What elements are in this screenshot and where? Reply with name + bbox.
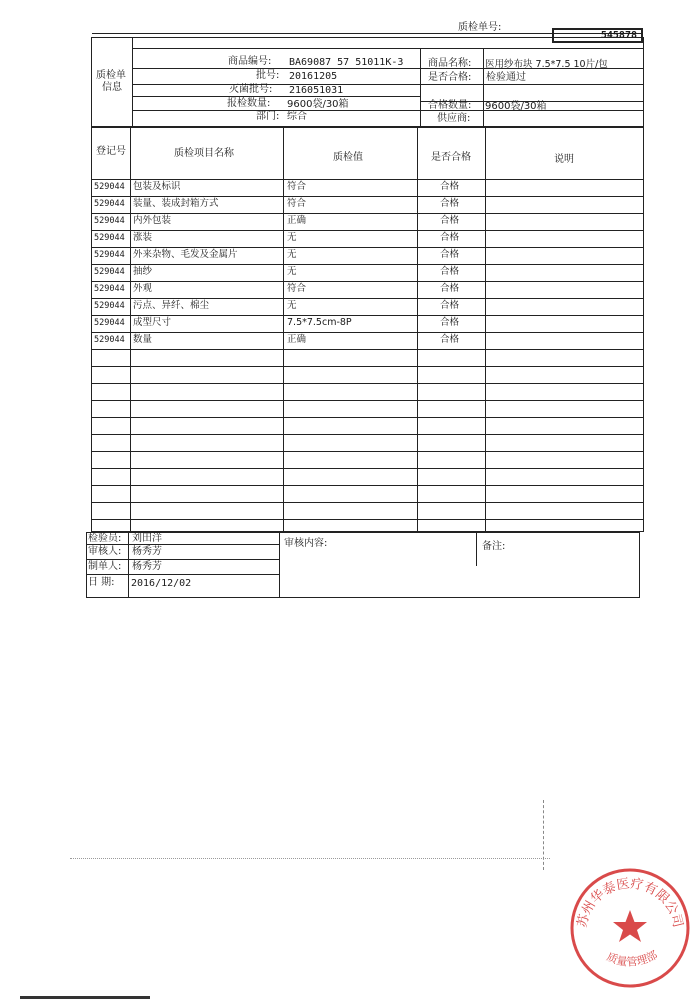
row-item-name: 污点、异纤、棉尘 [133,300,210,311]
table-row [0,179,700,196]
reviewer-label: 审核人: [88,546,122,557]
sterile-batch-value: 216051031 [289,85,344,96]
table-row [0,264,700,281]
row-item-name: 外来杂物、毛发及金属片 [133,249,238,260]
date-label: 日 期: [88,577,115,588]
header-pass: 是否合格 [431,152,471,163]
supplier-label: 供应商: [437,113,471,124]
row-reg-no: 529044 [94,318,125,328]
row-item-name: 成型尺寸 [133,317,172,328]
table-row [0,315,700,332]
header-item-name: 质检项目名称 [174,148,234,159]
maker-label: 制单人: [88,561,122,572]
remark-label: 备注: [482,541,506,552]
inspector-value: 刘田洋 [132,533,162,544]
row-pass: 合格 [440,215,460,226]
qualified-qty-label: 合格数量: [428,100,472,111]
reviewer-value: 杨秀芳 [132,546,162,557]
table-row [0,196,700,213]
seal-text-top: 苏州华泰医疗有限公司 [575,876,685,929]
batch-no-value: 20161205 [289,71,338,82]
row-item-name: 装量、装成封箱方式 [133,198,219,209]
row-item-name: 抽纱 [133,266,153,277]
scan-artifact-vline [543,800,544,870]
table-row [0,298,700,315]
table-row [0,230,700,247]
qualified-value: 检验通过 [486,72,526,83]
footer-col-1 [128,532,129,598]
scan-artifact-line [70,858,550,859]
row-pass: 合格 [440,266,460,277]
row-value: 符合 [287,181,307,192]
header-reg-no: 登记号 [96,146,126,157]
header-note: 说明 [554,154,574,165]
row-pass: 合格 [440,232,460,243]
inspector-label: 检验员: [88,533,122,544]
row-reg-no: 529044 [94,301,125,311]
form-no-label: 质检单号: [458,22,502,33]
seal-text-bottom: 质量管理部 [604,948,660,969]
batch-no-label: 批号: [256,70,280,81]
row-item-name: 数量 [133,334,153,345]
row-value: 无 [287,300,297,311]
row-reg-no: 529044 [94,335,125,345]
row-value: 符合 [287,283,307,294]
row-value: 无 [287,232,297,243]
footer-hline-3 [86,574,279,575]
row-pass: 合格 [440,181,460,192]
row-pass: 合格 [440,283,460,294]
department-value: 综合 [287,111,307,122]
table-row [0,213,700,230]
form-no-value: 545878 [600,30,637,41]
qualified-qty-value: 9600袋/30箱 [485,101,547,112]
row-item-name: 外观 [133,283,153,294]
table-row [0,332,700,349]
product-name-label: 商品名称: [428,58,472,69]
row-reg-no: 529044 [94,267,125,277]
qualified-label: 是否合格: [428,72,472,83]
row-item-name: 涨装 [133,232,153,243]
row-pass: 合格 [440,300,460,311]
row-reg-no: 529044 [94,182,125,192]
inspect-qty-value: 9600袋/30箱 [287,99,349,110]
info-label-2: 信息 [102,82,122,93]
footer-col-2 [279,532,280,598]
product-name-value: 医用纱布块 7.5*7.5 10片/包 [485,59,608,70]
row-value: 无 [287,266,297,277]
row-item-name: 包装及标识 [133,181,181,192]
inspect-qty-label: 报检数量: [227,98,271,109]
row-pass: 合格 [440,334,460,345]
row-reg-no: 529044 [94,216,125,226]
row-reg-no: 529044 [94,250,125,260]
sterile-batch-label: 灭菌批号: [229,84,273,95]
row-value: 7.5*7.5cm-8P [287,317,352,328]
row-pass: 合格 [440,317,460,328]
row-value: 正确 [287,334,307,345]
review-content-label: 审核内容: [284,538,328,549]
company-seal-icon [568,866,692,990]
product-code-label: 商品编号: [228,56,272,67]
product-code-value: BA69087 57 51011K-3 [289,57,404,68]
row-value: 符合 [287,198,307,209]
scan-edge-mark [20,996,150,999]
info-label-1: 质检单 [96,70,126,81]
date-value: 2016/12/02 [131,578,192,589]
table-row [0,281,700,298]
row-item-name: 内外包装 [133,215,172,226]
row-value: 正确 [287,215,307,226]
maker-value: 杨秀芳 [132,561,162,572]
table-row [0,247,700,264]
row-reg-no: 529044 [94,284,125,294]
header-value: 质检值 [333,152,363,163]
row-pass: 合格 [440,249,460,260]
footer-col-3 [476,532,477,566]
row-pass: 合格 [440,198,460,209]
row-reg-no: 529044 [94,233,125,243]
footer-hline-2 [86,559,279,560]
row-value: 无 [287,249,297,260]
department-label: 部门: [256,111,280,122]
seal-star-icon [613,910,647,942]
row-reg-no: 529044 [94,199,125,209]
